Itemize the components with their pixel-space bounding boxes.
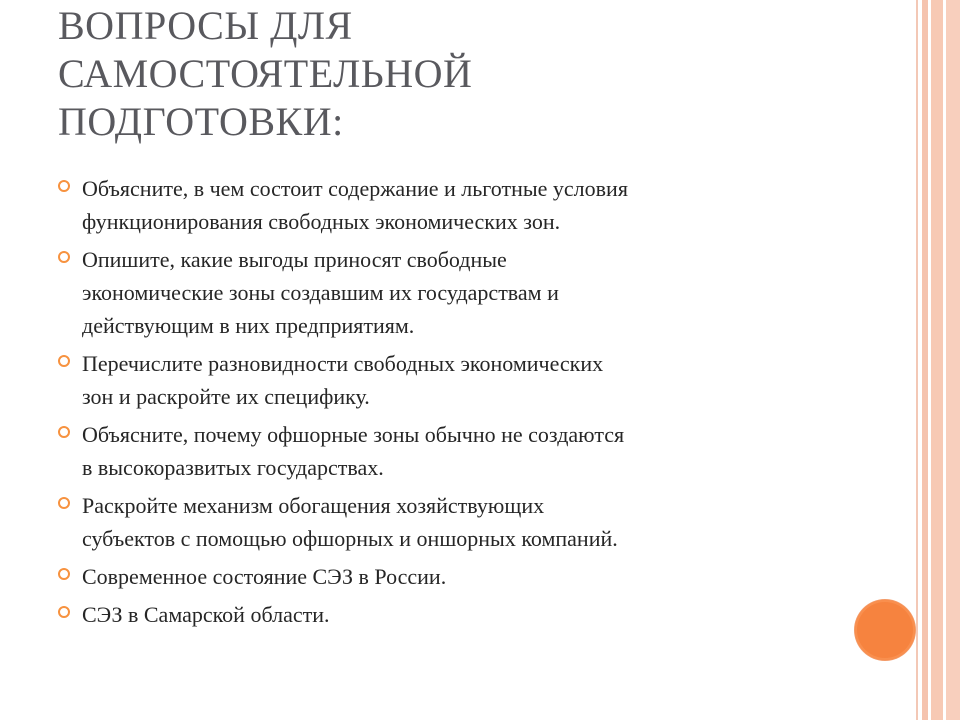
hollow-circle-bullet-icon [58, 606, 70, 618]
list-item [58, 598, 838, 631]
questions-list [58, 172, 838, 636]
list-item [58, 489, 838, 555]
decorative-stripe [922, 0, 928, 720]
list-item [58, 418, 838, 484]
hollow-circle-bullet-icon [58, 251, 70, 263]
decorative-stripe [946, 0, 960, 720]
item-line: экономические зоны создавшим их государствам и [82, 280, 559, 305]
hollow-circle-bullet-icon [58, 355, 70, 367]
title-line: ПОДГОТОВКИ: [58, 99, 344, 144]
item-line: Объясните, почему офшорные зоны обычно не создаются [82, 422, 625, 447]
item-line: зон и раскройте их специфику. [82, 384, 370, 409]
item-line: субъектов с помощью офшорных и оншорных компаний. [82, 526, 618, 551]
item-line: в высокоразвитых государствах. [82, 455, 384, 480]
list-item [58, 560, 838, 593]
decorative-stripe [916, 0, 918, 720]
item-line: Раскройте механизм обогащения хозяйствующих [82, 493, 545, 518]
hollow-circle-bullet-icon [58, 180, 70, 192]
item-line: Современное состояние СЭЗ в России. [82, 564, 447, 589]
item-line: функционирования свободных экономических зон. [82, 209, 561, 234]
decorative-stripe [931, 0, 943, 720]
list-item [58, 243, 838, 342]
item-line: Перечислите разновидности свободных экономических [82, 351, 604, 376]
item-line: действующим в них предприятиям. [82, 313, 415, 338]
title-line: САМОСТОЯТЕЛЬНОЙ [58, 51, 473, 96]
slide-title [58, 2, 658, 146]
list-item [58, 347, 838, 413]
hollow-circle-bullet-icon [58, 497, 70, 509]
title-line: ВОПРОСЫ ДЛЯ [58, 3, 353, 48]
item-line: СЭЗ в Самарской области. [82, 602, 330, 627]
item-line: Опишите, какие выгоды приносят свободные [82, 247, 507, 272]
list-item [58, 172, 838, 238]
hollow-circle-bullet-icon [58, 568, 70, 580]
orange-circle-icon [855, 600, 915, 660]
hollow-circle-bullet-icon [58, 426, 70, 438]
item-line: Объясните, в чем состоит содержание и льготные условия [82, 176, 628, 201]
